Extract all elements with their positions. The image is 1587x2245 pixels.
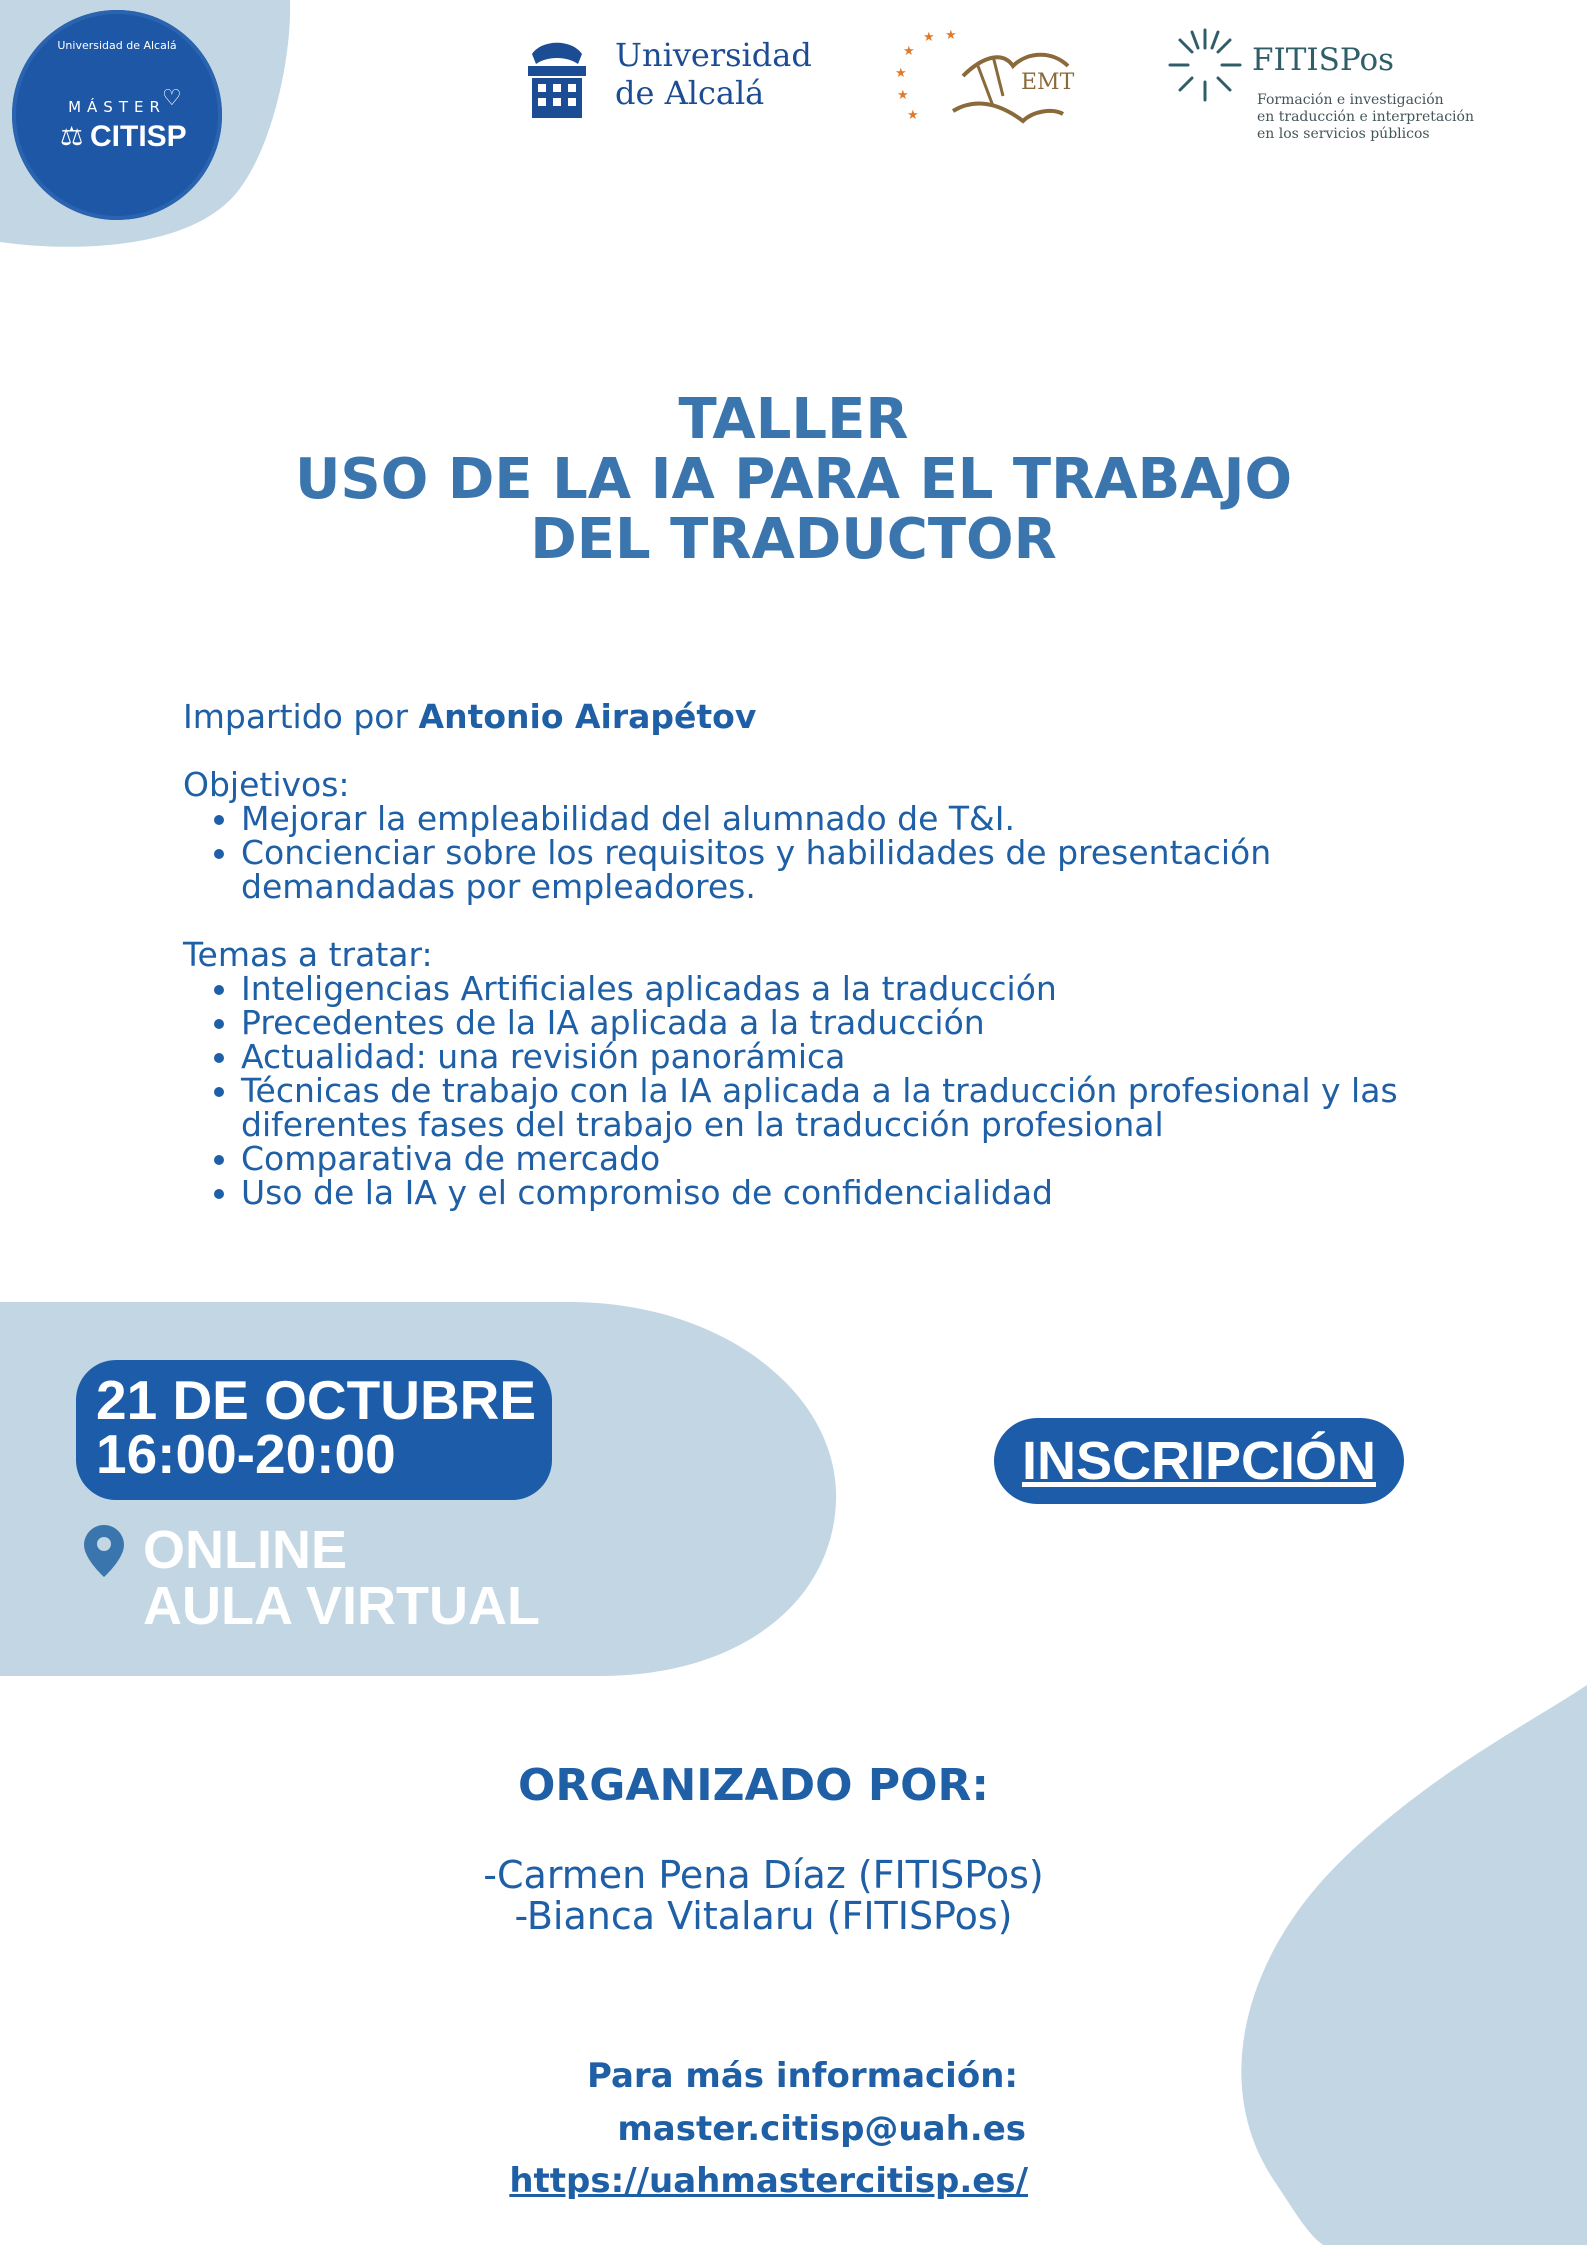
list-item: • Precedentes de la IA aplicada a la traducción: [241, 1006, 1423, 1040]
emt-logo: [893, 26, 1093, 136]
location-line-1: ONLINE: [143, 1520, 348, 1580]
title-line-3: DEL TRADUCTOR: [530, 507, 1057, 572]
event-location: [143, 1522, 540, 1634]
fitispos-tagline-3: en los servicios públicos: [1257, 126, 1430, 142]
website-link[interactable]: https://uahmastercitisp.es/: [509, 2161, 1028, 2201]
organizers-list: [0, 1855, 1527, 1937]
taught-by-prefix: Impartido por: [183, 697, 419, 736]
list-item: • Inteligencias Artificiales aplicadas a la traducción: [241, 972, 1423, 1006]
list-item: • Comparativa de mercado: [241, 1142, 1423, 1176]
list-item: • Concienciar sobre los requisitos y habilidades de presentación demandadas por empleadores.: [241, 836, 1423, 904]
fitispos-tagline-2: en traducción e interpretación: [1257, 109, 1474, 125]
title-line-2: USO DE LA IA PARA EL TRABAJO: [294, 447, 1293, 512]
date-time-badge: [76, 1360, 552, 1500]
eu-stars-icon: ★ ★ ★ ★ ★ ★: [895, 28, 957, 123]
uah-shield-icon: [522, 34, 592, 124]
uah-name-line2: de Alcalá: [615, 74, 765, 112]
location-pin-icon: [84, 1525, 124, 1577]
uah-name-line1: Universidad: [615, 36, 812, 74]
topics-list: [183, 969, 1423, 1212]
master-citisp-logo: [12, 10, 222, 220]
master-logo-master: MÁSTER: [68, 98, 166, 116]
organizers-heading: ORGANIZADO POR:: [518, 1760, 989, 1811]
objectives-list: [183, 799, 1423, 906]
signup-button[interactable]: INSCRIPCIÓN: [994, 1418, 1404, 1504]
master-logo-citisp: CITISP: [90, 120, 187, 153]
uah-logo: [490, 20, 830, 130]
fitispos-tagline-1: Formación e investigación: [1257, 92, 1444, 108]
topics-label: Temas a tratar:: [183, 935, 433, 974]
instructor-name: Antonio Airapétov: [418, 697, 757, 736]
list-item: • Mejorar la empleabilidad del alumnado de T&I.: [241, 802, 1423, 836]
title-line-1: TALLER: [678, 387, 909, 452]
page-title: [0, 387, 1587, 572]
list-item: • Actualidad: una revisión panorámica: [241, 1040, 1423, 1074]
contact-email-link[interactable]: master.citisp@uah.es: [617, 2109, 1026, 2149]
event-date: 21 DE OCTUBRE: [96, 1369, 537, 1431]
heart-icon: ♡: [162, 86, 182, 111]
scale-icon: ⚖: [60, 122, 84, 152]
workshop-details: [183, 697, 1423, 1212]
master-logo-university: Universidad de Alcalá: [57, 39, 177, 52]
fitispos-logo: [1160, 20, 1500, 150]
list-item: • Técnicas de trabajo con la IA aplicada a la traducción profesional y las diferentes fases del trabajo en la traducción profesional: [241, 1074, 1423, 1142]
organizer-item: -Carmen Pena Díaz (FITISPos): [483, 1853, 1044, 1897]
location-line-2: AULA VIRTUAL: [143, 1576, 540, 1636]
organizer-item: -Bianca Vitalaru (FITISPos): [514, 1894, 1013, 1938]
objectives-label: Objetivos:: [183, 765, 350, 804]
emt-text: EMT: [1021, 70, 1075, 95]
taught-by: [183, 697, 1423, 736]
event-time: 16:00-20:00: [96, 1423, 396, 1485]
info-heading: Para más información:: [586, 2056, 1018, 2096]
list-item: • Uso de la IA y el compromiso de confidencialidad: [241, 1176, 1423, 1210]
fitispos-brand: FITISPos: [1252, 42, 1395, 78]
starburst-icon: [1160, 20, 1250, 110]
